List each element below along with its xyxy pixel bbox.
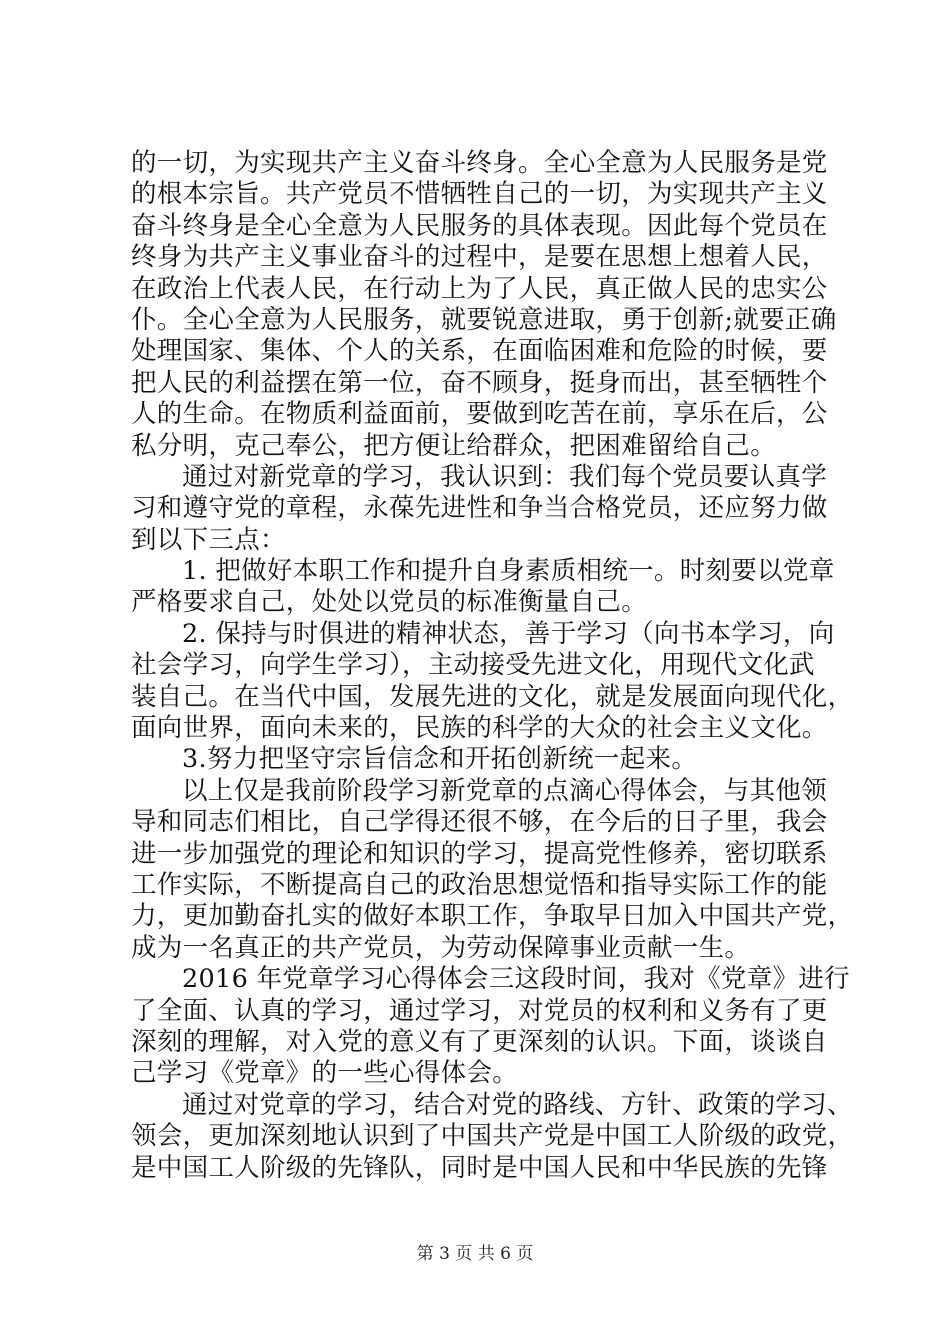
paragraph-start-line: 通过对新党章的学习，我认识到：我们每个党员要认真学	[182, 461, 828, 492]
list-item-2: 2. 保持与时俱进的精神状态，善于学习（向书本学习，向	[182, 618, 835, 649]
text-line: 领会，更加深刻地认识到了中国共产党是中国工人阶级的政党，	[131, 1121, 854, 1152]
text-line: 深刻的理解，对入党的意义有了更深刻的认识。下面，谈谈自	[131, 1026, 828, 1057]
list-item-1: 1. 把做好本职工作和提升自身素质相统一。时刻要以党章	[182, 556, 835, 587]
list-item-3: 3.努力把坚守宗旨信念和开拓创新统一起来。	[182, 744, 698, 775]
text-line: 成为一名真正的共产党员，为劳动保障事业贡献一生。	[131, 932, 751, 963]
text-line: 导和同志们相比，自己学得还很不够，在今后的日子里，我会	[131, 807, 828, 838]
text-line: 装自己。在当代中国，发展先进的文化，就是发展面向现代化，	[131, 681, 854, 712]
text-line: 把人民的利益摆在第一位，奋不顾身，挺身而出，甚至牺牲个	[131, 367, 828, 398]
text-line: 己学习《党章》的一些心得体会。	[131, 1058, 519, 1089]
paragraph-start-line: 通过对党章的学习，结合对党的路线、方针、政策的学习、	[182, 1089, 853, 1120]
text-line: 处理国家、集体、个人的关系，在面临困难和危险的时候，要	[131, 336, 828, 367]
text-line: 奋斗终身是全心全意为人民服务的具体表现。因此每个党员在	[131, 210, 828, 241]
text-line: 力，更加勤奋扎实的做好本职工作，争取早日加入中国共产党，	[131, 901, 854, 932]
text-line: 工作实际，不断提高自己的政治思想觉悟和指导实际工作的能	[131, 869, 828, 900]
text-line: 的根本宗旨。共产党员不惜牺牲自己的一切，为实现共产主义	[131, 179, 828, 210]
page-number-footer: 第 3 页 共 6 页	[416, 1244, 534, 1264]
text-line: 人的生命。在物质利益面前，要做到吃苦在前，享乐在后，公	[131, 399, 828, 430]
text-line: 习和遵守党的章程，永葆先进性和争当合格党员，还应努力做	[131, 493, 828, 524]
text-line: 终身为共产主义事业奋斗的过程中，是要在思想上想着人民，	[131, 242, 828, 273]
text-line: 私分明，克己奉公，把方便让给群众，把困难留给自己。	[131, 430, 777, 461]
text-line: 严格要求自己，处处以党员的标准衡量自己。	[131, 587, 648, 618]
text-line: 在政治上代表人民，在行动上为了人民，真正做人民的忠实公	[131, 273, 828, 304]
text-line: 到以下三点：	[131, 524, 286, 555]
text-line: 仆。全心全意为人民服务，就要锐意进取，勇于创新;就要正确	[131, 304, 837, 335]
paragraph-start-line: 2016 年党章学习心得体会三这段时间，我对《党章》进行	[182, 964, 850, 995]
text-line: 的一切，为实现共产主义奋斗终身。全心全意为人民服务是党	[131, 148, 828, 178]
paragraph-start-line: 以上仅是我前阶段学习新党章的点滴心得体会，与其他领	[182, 775, 828, 806]
text-line: 了全面、认真的学习，通过学习，对党员的权利和义务有了更	[131, 995, 828, 1026]
text-line: 进一步加强党的理论和知识的学习，提高党性修养，密切联系	[131, 838, 828, 869]
text-line: 是中国工人阶级的先锋队，同时是中国人民和中华民族的先锋	[131, 1152, 828, 1183]
text-line: 社会学习，向学生学习），主动接受先进文化，用现代文化武	[131, 650, 815, 681]
body-text	[131, 148, 854, 1184]
text-line: 面向世界，面向未来的，民族的科学的大众的社会主义文化。	[131, 713, 828, 744]
